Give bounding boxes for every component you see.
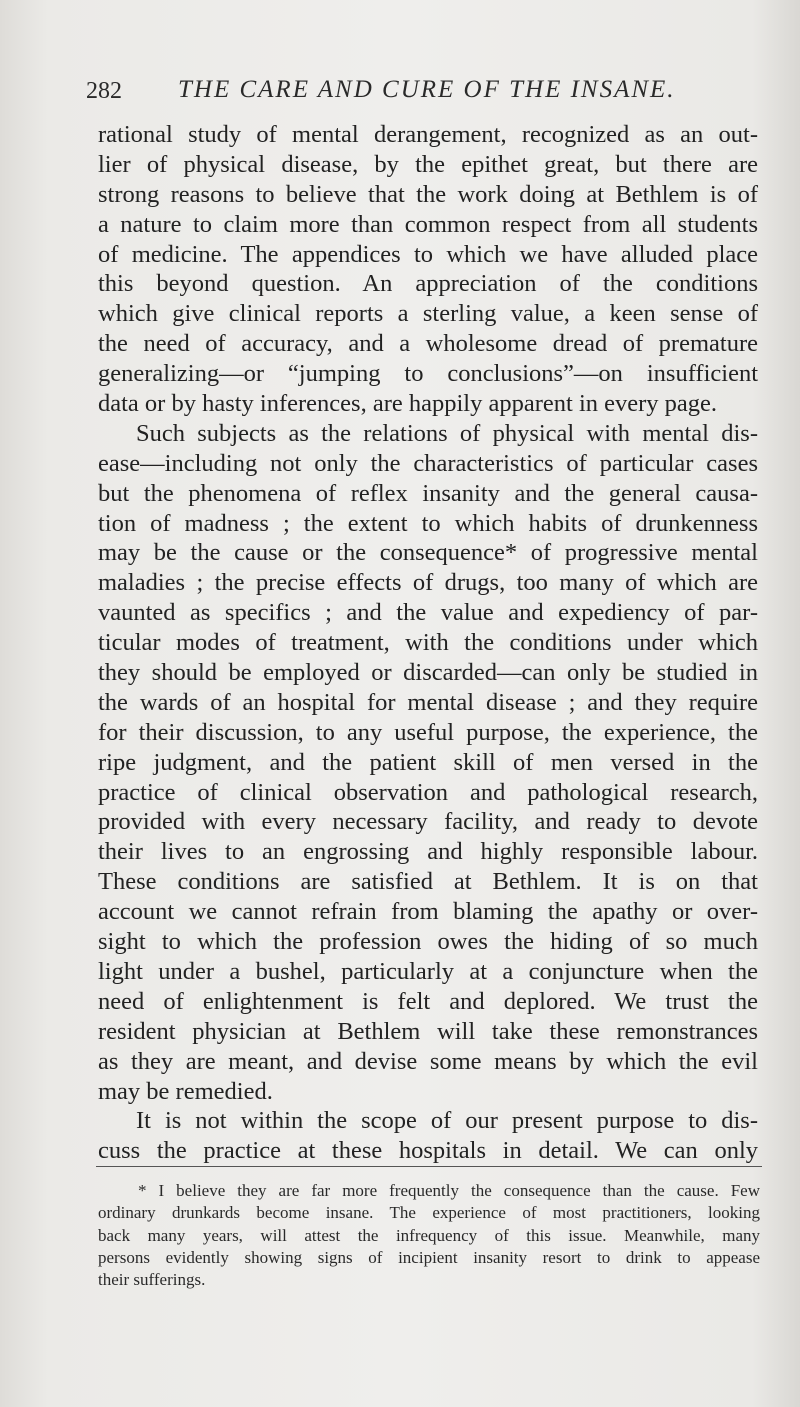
text-line: light under a bushel, particularly at a conjuncture when the <box>98 957 758 985</box>
text-line: account we cannot refrain from blaming the apathy or over- <box>98 898 758 926</box>
text-line: may be remedied. <box>98 1077 273 1105</box>
body-text <box>98 120 758 1166</box>
footnote-rule <box>96 1166 762 1167</box>
text-line: resident physician at Bethlem will take these remonstrances <box>98 1017 758 1045</box>
footnote-line: persons evidently showing signs of incipient insanity resort to drink to appease <box>98 1247 760 1267</box>
text-line: practice of clinical observation and pathological research, <box>98 778 758 806</box>
text-line: generalizing—or “jumping to conclusions”—on insufficient <box>98 360 758 388</box>
text-line: which give clinical reports a sterling value, a keen sense of <box>98 300 758 328</box>
running-head: THE CARE AND CURE OF THE INSANE. <box>178 76 676 103</box>
text-line: provided with every necessary facility, and ready to devote <box>98 808 758 836</box>
text-line: may be the cause or the consequence* of progressive mental <box>98 539 758 567</box>
text-line: they should be employed or discarded—can only be studied in <box>98 659 758 687</box>
footnote-line: back many years, will attest the infrequency of this issue. Meanwhile, many <box>98 1225 760 1245</box>
text-line: this beyond question. An appreciation of the conditions <box>98 270 758 298</box>
text-line: the need of accuracy, and a wholesome dread of premature <box>98 330 758 358</box>
text-line: data or by hasty inferences, are happily apparent in every page. <box>98 390 718 418</box>
text-line: strong reasons to believe that the work doing at Bethlem is of <box>98 180 758 208</box>
text-line: tion of madness ; the extent to which habits of drunkenness <box>98 509 758 537</box>
page-header <box>86 74 766 110</box>
text-line: cuss the practice at these hospitals in detail. We can only <box>98 1137 758 1165</box>
text-line: as they are meant, and devise some means by which the evil <box>98 1047 758 1075</box>
footnote-line: * I believe they are far more frequently the consequence than the cause. Few <box>138 1181 760 1200</box>
footnote <box>98 1180 760 1291</box>
text-line: for their discussion, to any useful purpose, the experience, the <box>98 718 758 746</box>
page-number: 282 <box>86 78 122 104</box>
text-line: Such subjects as the relations of physical with mental dis- <box>136 419 758 447</box>
text-line: ease—including not only the characteristics of particular cases <box>98 449 758 477</box>
text-line: their lives to an engrossing and highly responsible labour. <box>98 838 758 866</box>
text-line: lier of physical disease, by the epithet great, but there are <box>98 150 758 178</box>
text-line: ticular modes of treatment, with the conditions under which <box>98 629 758 657</box>
text-line: vaunted as specifics ; and the value and expediency of par- <box>98 599 758 627</box>
footnote-line: ordinary drunkards become insane. The experience of most practitioners, looking <box>98 1203 760 1223</box>
text-line: sight to which the profession owes the hiding of so much <box>98 928 758 956</box>
text-line: of medicine. The appendices to which we have alluded place <box>98 240 758 268</box>
text-line: These conditions are satisfied at Bethlem. It is on that <box>98 868 758 896</box>
text-line: a nature to claim more than common respect from all students <box>98 210 758 238</box>
text-line: the wards of an hospital for mental disease ; and they require <box>98 688 758 716</box>
text-line: need of enlightenment is felt and deplored. We trust the <box>98 987 758 1015</box>
text-line: maladies ; the precise effects of drugs, too many of which are <box>98 569 758 597</box>
footnote-line: their sufferings. <box>98 1270 206 1290</box>
text-line: ripe judgment, and the patient skill of men versed in the <box>98 748 758 776</box>
text-line: rational study of mental derangement, recognized as an out- <box>98 121 758 148</box>
text-line: but the phenomena of reflex insanity and the general causa- <box>98 479 758 507</box>
text-line: It is not within the scope of our present purpose to dis- <box>136 1107 758 1135</box>
